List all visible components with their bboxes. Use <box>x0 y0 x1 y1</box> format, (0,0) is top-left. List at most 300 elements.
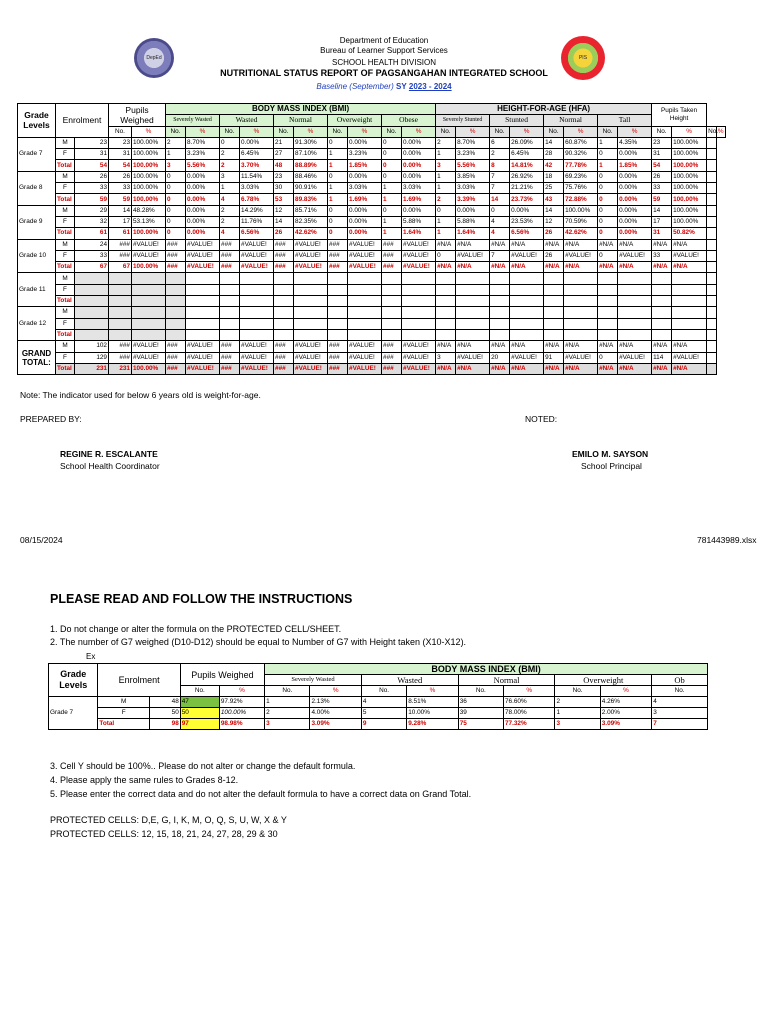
pct-cell[interactable] <box>456 329 490 340</box>
pct-cell[interactable]: 48.28% <box>132 205 166 216</box>
example-data-cell[interactable]: 4 <box>652 697 708 708</box>
data-cell[interactable] <box>707 250 716 261</box>
pct-cell[interactable] <box>240 318 274 329</box>
data-cell[interactable]: 4 <box>490 228 510 239</box>
data-cell[interactable] <box>109 329 132 340</box>
data-cell[interactable]: 2 <box>436 137 456 148</box>
data-cell[interactable]: 1 <box>598 160 618 171</box>
pct-cell[interactable] <box>564 329 598 340</box>
data-cell[interactable]: 1 <box>436 183 456 194</box>
data-cell[interactable]: #N/A <box>544 341 564 352</box>
pct-cell[interactable]: #N/A <box>672 341 707 352</box>
data-cell[interactable] <box>490 329 510 340</box>
pct-cell[interactable]: 6.45% <box>240 149 274 160</box>
pct-cell[interactable]: 5.88% <box>402 216 436 227</box>
data-cell[interactable] <box>220 296 240 307</box>
data-cell[interactable]: 43 <box>544 194 564 205</box>
pct-cell[interactable]: 100.00% <box>672 205 707 216</box>
data-cell[interactable]: 20 <box>490 352 510 363</box>
pct-cell[interactable]: 100.00% <box>132 171 166 182</box>
pct-cell[interactable] <box>402 273 436 284</box>
data-cell[interactable]: ### <box>166 239 186 250</box>
pct-cell[interactable]: #VALUE! <box>564 352 598 363</box>
data-cell[interactable] <box>274 273 294 284</box>
pct-cell[interactable]: 26.09% <box>510 137 544 148</box>
pct-cell[interactable]: 6.56% <box>510 228 544 239</box>
pct-cell[interactable]: 0.00% <box>348 205 382 216</box>
data-cell[interactable]: 0 <box>598 352 618 363</box>
pct-cell[interactable] <box>618 284 652 295</box>
pct-cell[interactable] <box>618 318 652 329</box>
data-cell[interactable]: ### <box>382 352 402 363</box>
data-cell[interactable]: 12 <box>544 216 564 227</box>
data-cell[interactable]: 59 <box>109 194 132 205</box>
pct-cell[interactable] <box>510 329 544 340</box>
pct-cell[interactable] <box>294 296 328 307</box>
pct-cell[interactable] <box>348 296 382 307</box>
data-cell[interactable]: ### <box>328 262 348 273</box>
pct-cell[interactable]: #VALUE! <box>402 341 436 352</box>
pct-cell[interactable] <box>672 273 707 284</box>
pct-cell[interactable]: 32 <box>75 216 109 227</box>
pct-cell[interactable]: 1.64% <box>456 228 490 239</box>
data-cell[interactable]: ### <box>220 363 240 374</box>
data-cell[interactable]: ### <box>166 341 186 352</box>
data-cell[interactable]: ### <box>274 352 294 363</box>
pct-cell[interactable]: #N/A <box>618 363 652 374</box>
pct-cell[interactable]: 88.89% <box>294 160 328 171</box>
data-cell[interactable] <box>382 273 402 284</box>
data-cell[interactable]: 0 <box>166 205 186 216</box>
pct-cell[interactable]: #VALUE! <box>672 352 707 363</box>
example-data-cell[interactable]: 4 <box>361 697 406 708</box>
data-cell[interactable] <box>707 284 716 295</box>
pct-cell[interactable]: #VALUE! <box>240 250 274 261</box>
pct-cell[interactable]: #VALUE! <box>240 363 274 374</box>
example-data-cell[interactable]: 36 <box>458 697 503 708</box>
pct-cell[interactable]: #VALUE! <box>132 352 166 363</box>
pct-cell[interactable]: 0.00% <box>186 228 220 239</box>
data-cell[interactable]: ### <box>382 239 402 250</box>
pct-cell[interactable]: #VALUE! <box>186 363 220 374</box>
data-cell[interactable] <box>707 205 716 216</box>
pct-cell[interactable]: #VALUE! <box>618 352 652 363</box>
data-cell[interactable]: 3 <box>436 160 456 171</box>
pct-cell[interactable]: 11.76% <box>240 216 274 227</box>
pct-cell[interactable]: 5.88% <box>456 216 490 227</box>
pct-cell[interactable]: 100.00% <box>132 262 166 273</box>
pct-cell[interactable]: #VALUE! <box>132 239 166 250</box>
data-cell[interactable] <box>436 307 456 318</box>
data-cell[interactable]: 2 <box>436 194 456 205</box>
pct-cell[interactable]: 100.00% <box>672 171 707 182</box>
pct-cell[interactable]: #N/A <box>618 239 652 250</box>
pct-cell[interactable] <box>348 273 382 284</box>
example-data-cell[interactable]: 48 <box>149 697 180 708</box>
pct-cell[interactable] <box>294 329 328 340</box>
data-cell[interactable]: 33 <box>109 183 132 194</box>
pct-cell[interactable]: 33 <box>75 183 109 194</box>
pct-cell[interactable] <box>348 284 382 295</box>
data-cell[interactable] <box>109 273 132 284</box>
data-cell[interactable]: 14 <box>544 205 564 216</box>
pct-cell[interactable] <box>510 307 544 318</box>
data-cell[interactable]: ### <box>328 363 348 374</box>
data-cell[interactable]: ### <box>220 352 240 363</box>
pct-cell[interactable]: 0.00% <box>618 183 652 194</box>
data-cell[interactable]: #N/A <box>598 363 618 374</box>
data-cell[interactable]: 1 <box>220 183 240 194</box>
data-cell[interactable]: 231 <box>109 363 132 374</box>
pct-cell[interactable] <box>75 307 109 318</box>
data-cell[interactable] <box>220 318 240 329</box>
data-cell[interactable]: #N/A <box>652 341 672 352</box>
data-cell[interactable] <box>598 296 618 307</box>
pct-cell[interactable] <box>510 284 544 295</box>
data-cell[interactable] <box>328 329 348 340</box>
pct-cell[interactable] <box>132 307 166 318</box>
pct-cell[interactable] <box>240 273 274 284</box>
data-cell[interactable]: ### <box>220 341 240 352</box>
pct-cell[interactable]: 50.82% <box>672 228 707 239</box>
pct-cell[interactable]: #VALUE! <box>348 262 382 273</box>
data-cell[interactable] <box>109 318 132 329</box>
data-cell[interactable] <box>652 329 672 340</box>
pct-cell[interactable]: #VALUE! <box>132 341 166 352</box>
data-cell[interactable]: 0 <box>166 216 186 227</box>
data-cell[interactable]: 2 <box>220 149 240 160</box>
pct-cell[interactable]: 6.78% <box>240 194 274 205</box>
example-data-cell[interactable]: 4.00% <box>310 708 361 719</box>
pct-cell[interactable]: #N/A <box>564 262 598 273</box>
data-cell[interactable] <box>652 307 672 318</box>
data-cell[interactable]: 1 <box>328 183 348 194</box>
pct-cell[interactable] <box>672 296 707 307</box>
pct-cell[interactable]: #VALUE! <box>294 341 328 352</box>
data-cell[interactable]: 114 <box>652 352 672 363</box>
pct-cell[interactable]: 0.00% <box>186 183 220 194</box>
data-cell[interactable]: 0 <box>220 137 240 148</box>
pct-cell[interactable]: 0.00% <box>456 205 490 216</box>
pct-cell[interactable]: 0.00% <box>618 194 652 205</box>
pct-cell[interactable] <box>402 296 436 307</box>
pct-cell[interactable]: 0.00% <box>186 205 220 216</box>
data-cell[interactable]: 0 <box>166 183 186 194</box>
data-cell[interactable]: 23 <box>652 137 672 148</box>
pct-cell[interactable] <box>240 329 274 340</box>
pct-cell[interactable]: #N/A <box>672 262 707 273</box>
pct-cell[interactable]: 0.00% <box>402 160 436 171</box>
pct-cell[interactable]: 67 <box>75 262 109 273</box>
pct-cell[interactable]: 3.03% <box>348 183 382 194</box>
data-cell[interactable]: 6 <box>490 137 510 148</box>
example-data-cell[interactable]: 78.00% <box>503 708 554 719</box>
data-cell[interactable] <box>490 273 510 284</box>
data-cell[interactable]: 17 <box>109 216 132 227</box>
example-data-cell[interactable]: 98 <box>149 719 180 730</box>
data-cell[interactable]: 0 <box>382 205 402 216</box>
pct-cell[interactable]: #VALUE! <box>672 250 707 261</box>
data-cell[interactable]: 1 <box>328 194 348 205</box>
data-cell[interactable]: 4 <box>490 216 510 227</box>
data-cell[interactable] <box>544 273 564 284</box>
pct-cell[interactable] <box>294 284 328 295</box>
pct-cell[interactable]: 0.00% <box>402 171 436 182</box>
pct-cell[interactable]: 14.81% <box>510 160 544 171</box>
data-cell[interactable] <box>274 318 294 329</box>
example-data-cell[interactable]: 1 <box>555 708 600 719</box>
data-cell[interactable] <box>109 296 132 307</box>
pct-cell[interactable]: 1.85% <box>618 160 652 171</box>
pct-cell[interactable]: 85.71% <box>294 205 328 216</box>
data-cell[interactable]: ### <box>328 341 348 352</box>
example-data-cell[interactable]: 2 <box>555 697 600 708</box>
example-data-cell[interactable]: 3 <box>652 708 708 719</box>
data-cell[interactable] <box>598 318 618 329</box>
pct-cell[interactable]: #VALUE! <box>402 250 436 261</box>
data-cell[interactable] <box>707 137 716 148</box>
pct-cell[interactable]: #N/A <box>564 341 598 352</box>
pct-cell[interactable]: 6.56% <box>240 228 274 239</box>
pct-cell[interactable] <box>75 273 109 284</box>
data-cell[interactable]: 0 <box>382 149 402 160</box>
pct-cell[interactable]: 100.00% <box>672 137 707 148</box>
data-cell[interactable] <box>544 284 564 295</box>
pct-cell[interactable]: 53.13% <box>132 216 166 227</box>
pct-cell[interactable]: 77.78% <box>564 160 598 171</box>
pct-cell[interactable]: #VALUE! <box>510 250 544 261</box>
pct-cell[interactable] <box>456 296 490 307</box>
example-data-cell[interactable]: 3 <box>265 719 310 730</box>
data-cell[interactable]: 1 <box>436 171 456 182</box>
data-cell[interactable]: 2 <box>166 137 186 148</box>
data-cell[interactable]: 14 <box>544 137 564 148</box>
data-cell[interactable] <box>328 284 348 295</box>
pct-cell[interactable]: 0.00% <box>240 137 274 148</box>
pct-cell[interactable]: 0.00% <box>186 216 220 227</box>
data-cell[interactable]: 0 <box>436 250 456 261</box>
data-cell[interactable] <box>707 363 716 374</box>
data-cell[interactable]: ### <box>274 239 294 250</box>
pct-cell[interactable] <box>402 329 436 340</box>
data-cell[interactable]: 59 <box>652 194 672 205</box>
pct-cell[interactable] <box>456 273 490 284</box>
pct-cell[interactable] <box>186 329 220 340</box>
pct-cell[interactable]: #VALUE! <box>186 341 220 352</box>
data-cell[interactable] <box>598 284 618 295</box>
data-cell[interactable]: #N/A <box>652 239 672 250</box>
data-cell[interactable]: ### <box>382 250 402 261</box>
pct-cell[interactable] <box>618 273 652 284</box>
example-data-cell[interactable]: 75 <box>458 719 503 730</box>
data-cell[interactable]: 0 <box>328 228 348 239</box>
pct-cell[interactable]: 4.35% <box>618 137 652 148</box>
pct-cell[interactable]: 70.59% <box>564 216 598 227</box>
pct-cell[interactable]: 5.56% <box>186 160 220 171</box>
pct-cell[interactable]: #VALUE! <box>402 239 436 250</box>
pct-cell[interactable]: #VALUE! <box>564 250 598 261</box>
pct-cell[interactable]: 54 <box>75 160 109 171</box>
data-cell[interactable]: 17 <box>652 216 672 227</box>
data-cell[interactable] <box>598 307 618 318</box>
data-cell[interactable]: 2 <box>220 160 240 171</box>
data-cell[interactable]: ### <box>220 262 240 273</box>
data-cell[interactable] <box>436 318 456 329</box>
data-cell[interactable]: 14 <box>652 205 672 216</box>
example-data-cell[interactable]: 10.00% <box>407 708 458 719</box>
pct-cell[interactable]: 75.76% <box>564 183 598 194</box>
pct-cell[interactable]: 0.00% <box>348 171 382 182</box>
pct-cell[interactable]: 100.00% <box>672 194 707 205</box>
data-cell[interactable]: ### <box>274 363 294 374</box>
example-data-cell[interactable]: 97.92% <box>219 697 264 708</box>
pct-cell[interactable]: 0.00% <box>618 216 652 227</box>
pct-cell[interactable] <box>348 329 382 340</box>
pct-cell[interactable]: 100.00% <box>132 160 166 171</box>
pct-cell[interactable]: 3.03% <box>240 183 274 194</box>
pct-cell[interactable]: 0.00% <box>348 228 382 239</box>
data-cell[interactable]: 2 <box>490 149 510 160</box>
pct-cell[interactable] <box>240 296 274 307</box>
pct-cell[interactable]: 100.00% <box>132 228 166 239</box>
pct-cell[interactable]: #VALUE! <box>294 239 328 250</box>
pct-cell[interactable]: #VALUE! <box>348 239 382 250</box>
data-cell[interactable]: #N/A <box>544 363 564 374</box>
pct-cell[interactable]: #VALUE! <box>240 262 274 273</box>
data-cell[interactable] <box>328 307 348 318</box>
data-cell[interactable]: 14 <box>490 194 510 205</box>
pct-cell[interactable]: 3.03% <box>456 183 490 194</box>
pct-cell[interactable]: 3.39% <box>456 194 490 205</box>
data-cell[interactable] <box>166 318 186 329</box>
pct-cell[interactable]: 3.23% <box>456 149 490 160</box>
pct-cell[interactable]: 0.00% <box>186 194 220 205</box>
pct-cell[interactable]: #VALUE! <box>240 239 274 250</box>
pct-cell[interactable]: 0.00% <box>402 205 436 216</box>
data-cell[interactable]: 0 <box>328 216 348 227</box>
pct-cell[interactable]: #VALUE! <box>348 363 382 374</box>
pct-cell[interactable]: #N/A <box>672 239 707 250</box>
pct-cell[interactable]: 0.00% <box>618 228 652 239</box>
data-cell[interactable]: 0 <box>382 160 402 171</box>
example-data-cell[interactable]: 8.51% <box>407 697 458 708</box>
pct-cell[interactable]: #N/A <box>564 363 598 374</box>
pct-cell[interactable]: #N/A <box>618 341 652 352</box>
pct-cell[interactable] <box>132 273 166 284</box>
data-cell[interactable]: 48 <box>274 160 294 171</box>
example-data-cell[interactable]: 1 <box>265 697 310 708</box>
data-cell[interactable]: #N/A <box>652 262 672 273</box>
pct-cell[interactable]: #N/A <box>510 341 544 352</box>
pct-cell[interactable] <box>672 329 707 340</box>
pct-cell[interactable] <box>240 307 274 318</box>
pct-cell[interactable] <box>672 307 707 318</box>
data-cell[interactable] <box>436 296 456 307</box>
example-data-cell[interactable]: 2.13% <box>310 697 361 708</box>
pct-cell[interactable]: #VALUE! <box>240 352 274 363</box>
example-data-cell[interactable]: 3.09% <box>310 719 361 730</box>
pct-cell[interactable]: 1.64% <box>402 228 436 239</box>
data-cell[interactable] <box>328 296 348 307</box>
data-cell[interactable]: 0 <box>166 228 186 239</box>
data-cell[interactable]: 53 <box>274 194 294 205</box>
pct-cell[interactable] <box>186 318 220 329</box>
example-data-cell[interactable]: 98.98% <box>219 719 264 730</box>
pct-cell[interactable]: 100.00% <box>672 160 707 171</box>
data-cell[interactable]: 42 <box>544 160 564 171</box>
example-data-cell[interactable]: 50 <box>180 708 219 719</box>
data-cell[interactable] <box>436 273 456 284</box>
data-cell[interactable] <box>328 273 348 284</box>
example-data-cell[interactable]: 39 <box>458 708 503 719</box>
pct-cell[interactable]: 5.56% <box>456 160 490 171</box>
data-cell[interactable]: #N/A <box>544 239 564 250</box>
data-cell[interactable]: 0 <box>436 205 456 216</box>
pct-cell[interactable]: 89.83% <box>294 194 328 205</box>
data-cell[interactable]: 54 <box>109 160 132 171</box>
pct-cell[interactable] <box>618 329 652 340</box>
pct-cell[interactable]: 100.00% <box>672 216 707 227</box>
data-cell[interactable]: ### <box>220 239 240 250</box>
pct-cell[interactable] <box>294 307 328 318</box>
data-cell[interactable]: ### <box>109 352 132 363</box>
data-cell[interactable] <box>274 307 294 318</box>
data-cell[interactable]: 26 <box>652 171 672 182</box>
example-data-cell[interactable]: 100.00% <box>219 708 264 719</box>
pct-cell[interactable] <box>75 296 109 307</box>
data-cell[interactable]: 18 <box>544 171 564 182</box>
pct-cell[interactable] <box>564 273 598 284</box>
example-data-cell[interactable]: 7 <box>652 719 708 730</box>
data-cell[interactable]: #N/A <box>598 341 618 352</box>
data-cell[interactable]: 0 <box>598 250 618 261</box>
data-cell[interactable] <box>544 318 564 329</box>
pct-cell[interactable] <box>348 318 382 329</box>
pct-cell[interactable]: 29 <box>75 205 109 216</box>
pct-cell[interactable]: #N/A <box>510 262 544 273</box>
example-data-cell[interactable]: 2 <box>265 708 310 719</box>
data-cell[interactable] <box>707 171 716 182</box>
data-cell[interactable]: 0 <box>490 205 510 216</box>
pct-cell[interactable]: 100.00% <box>564 205 598 216</box>
data-cell[interactable] <box>436 284 456 295</box>
data-cell[interactable] <box>707 194 716 205</box>
data-cell[interactable]: 1 <box>382 228 402 239</box>
data-cell[interactable]: ### <box>382 363 402 374</box>
pct-cell[interactable]: #VALUE! <box>402 262 436 273</box>
pct-cell[interactable]: 231 <box>75 363 109 374</box>
pct-cell[interactable]: #VALUE! <box>186 250 220 261</box>
pct-cell[interactable]: 0.00% <box>510 205 544 216</box>
data-cell[interactable]: ### <box>328 250 348 261</box>
data-cell[interactable]: 1 <box>382 183 402 194</box>
pct-cell[interactable]: #N/A <box>456 239 490 250</box>
pct-cell[interactable] <box>510 273 544 284</box>
pct-cell[interactable]: #VALUE! <box>294 352 328 363</box>
pct-cell[interactable] <box>564 296 598 307</box>
data-cell[interactable] <box>707 341 716 352</box>
data-cell[interactable] <box>490 284 510 295</box>
example-data-cell[interactable]: 2.00% <box>600 708 651 719</box>
pct-cell[interactable] <box>456 307 490 318</box>
data-cell[interactable]: #N/A <box>490 239 510 250</box>
data-cell[interactable]: 14 <box>274 216 294 227</box>
data-cell[interactable] <box>707 296 716 307</box>
data-cell[interactable]: #N/A <box>544 262 564 273</box>
pct-cell[interactable] <box>132 329 166 340</box>
data-cell[interactable] <box>166 307 186 318</box>
pct-cell[interactable] <box>186 273 220 284</box>
